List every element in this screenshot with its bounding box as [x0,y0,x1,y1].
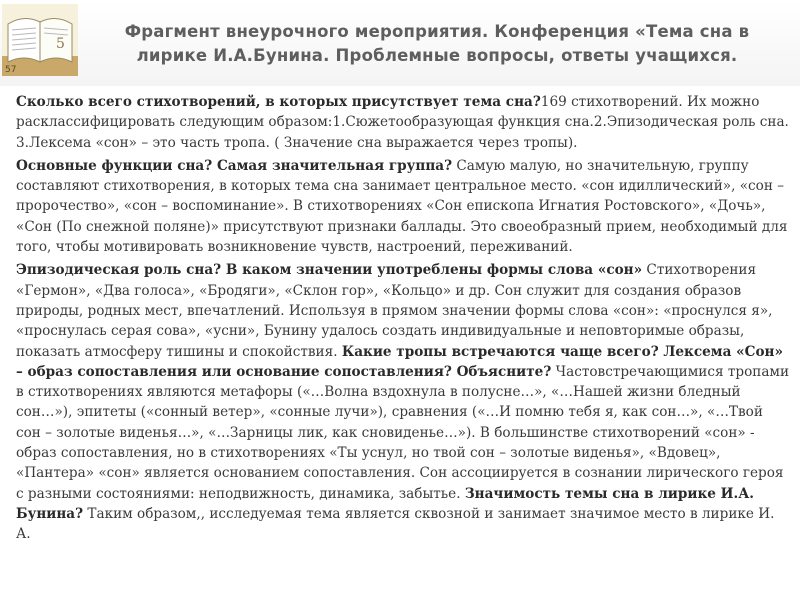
logo-corner-text: 57 [5,65,17,75]
answer-tropes: Частовстречающимися тропами в стихотворениях являются метафоры («…Волна вздохнула в полусне…», «…Нашей жизни бледный сон…»), эпитеты («сонный ветер», «сонные лучи»), сравнения («…И помню тебя я, как сон…», «…Твой сон – золотые виденья…», «…Зарницы лик, как сновиденье…»). В большинстве стихотворений «сон» - образ сопоставления, но в стихотворениях «Ты уснул, но твой сон – золотые виденья», «Вдовец», «Пантера» «сон» является основанием сопоставления. Сон ассоциируется в сознании лирического героя с разными состояниями: неподвижность, динамика, забытье. [16,363,790,502]
question-functions: Основные функции сна? Самая значительная группа? [16,157,453,174]
paragraph-3 [16,260,792,544]
open-book-icon [2,4,78,76]
answer-functions: Самую малую, но значительную, группу составляют стихотворения, в которых тема сна занимает центральное место. «сон идиллический», «сон – пророчество», «сон – воспоминание». В стихотворениях «Сон епископа Игнатия Ростовского», «Дочь», «Сон (По снежной поляне)» присутствуют признаки баллады. Это своеобразный прием, необходимый для того, чтобы мотивировать возникновение чувств, настроений, переживаний. [16,157,788,256]
paragraph-2 [16,156,792,257]
logo-page-number: 5 [56,36,65,52]
answer-significance: Таким образом,, исследуемая тема является сквозной и занимает значимое место в лирике И. А. [16,505,775,543]
question-count: Сколько всего стихотворений, в которых присутствует тема сна? [16,94,541,110]
question-significance: Значимость темы сна в лирике И.А. Бунина? [16,485,755,522]
content-body [16,92,792,548]
question-episodic: Эпизодическая роль сна? В каком значении употреблены формы слова «сон» [16,262,643,279]
answer-episodic: Стихотворения «Гермон», «Два голоса», «Бродяги», «Склон гор», «Кольцо» и др. Сон служит для создания образов природы, родных мест, впечатлений. Используя в прямом значении формы слова «сон»: «проснулся я», «проснулась серая сова», «усни», Бунину удалось создать индивидуальные и неповторимые образы, показать атмосферу тишины и спокойствия. [16,262,773,360]
answer-count: 169 стихотворений. Их можно расклассифицировать следующим образом:1.Сюжетообразующая функция сна.2.Эпизодическая роль сна. 3.Лексема «сон» – это часть тропа. ( Значение сна выражается через тропы). [16,94,789,151]
question-tropes: Какие тропы встречаются чаще всего? Лексема «Сон» – образ сопоставления или основание сопоставления? Объясните? [16,343,783,380]
paragraph-1 [16,92,792,153]
page-title: Фрагмент внеурочного мероприятия. Конференция «Тема сна в лирике И.А.Бунина. Проблемные вопросы, ответы учащихся. [124,22,750,65]
